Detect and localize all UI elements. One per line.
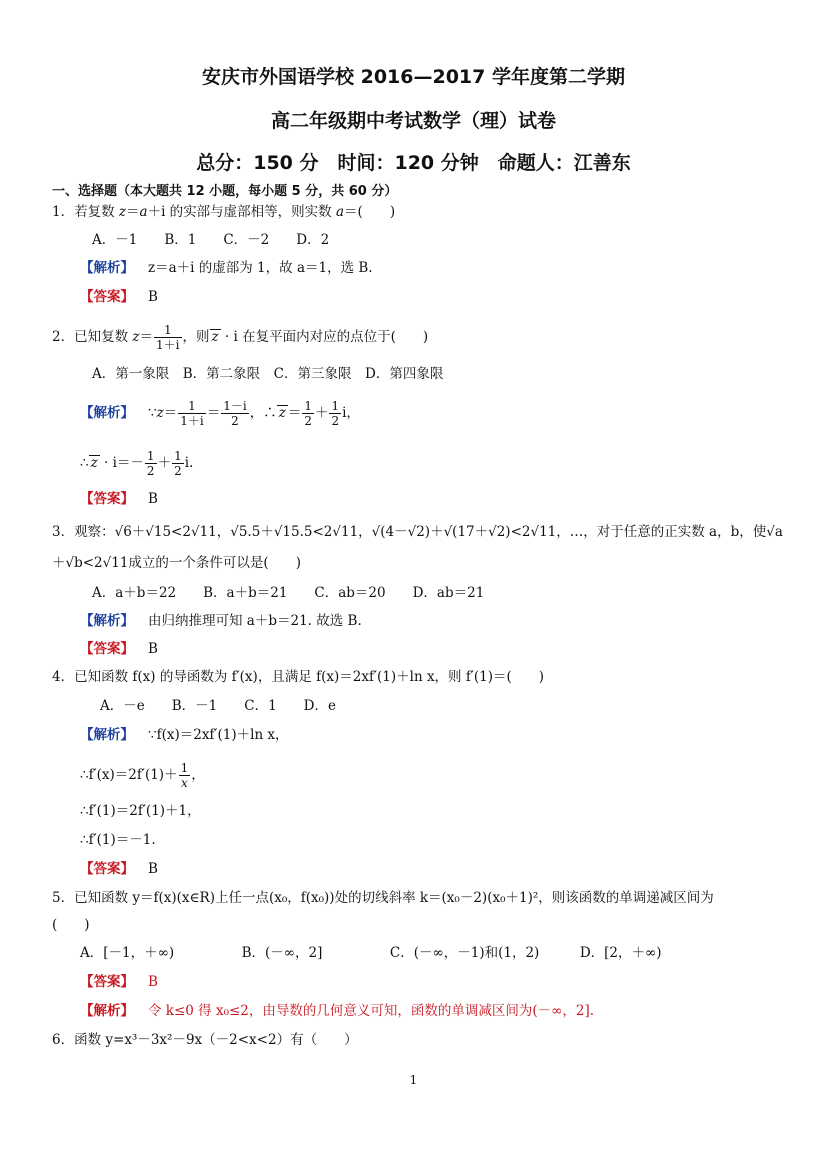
q5-analysis: 【解析】 令 k≤0 得 x₀≤2，由导数的几何意义可知，函数的单调减区间为(－∞，2].: [80, 1003, 595, 1019]
q2-analysis: 【解析】 ∵z＝ $\frac{1}{1+i}$ ＝ $\frac{1-i}{2}$ ，∴ z ＝ $\frac{1}{2}$ ＋ $\frac{1}{2}$ i，: [80, 399, 360, 428]
q5-options: A．[－1，＋∞) B．(－∞，2] C．(－∞，－1)和(1，2) D．[2，＋∞): [80, 945, 662, 961]
exam-title-subject: 高二年级期中考试数学（理）试卷: [270, 110, 556, 132]
q1-stem: 1．若复数 z＝a＋i 的实部与虚部相等，则实数 a＝( ): [52, 204, 396, 220]
q4-options: A．－e B．－1 C．1 D．e: [100, 698, 336, 714]
q3-stem-line2: ＋√b<2√11成立的一个条件可以是( ): [52, 555, 301, 571]
q3-analysis: 【解析】 由归纳推理可知 a＋b＝21. 故选 B.: [80, 613, 362, 629]
q4-step3: ∴f′(1)＝－1.: [80, 832, 156, 848]
q4-analysis: 【解析】 ∵f(x)＝2xf′(1)＋ln x，: [80, 727, 289, 743]
q4-answer: 【答案】 B: [80, 861, 158, 877]
q3-options: A．a＋b＝22 B．a＋b＝21 C．ab＝20 D．ab＝21: [92, 585, 485, 601]
page-number: 1: [409, 1073, 418, 1087]
q3-answer: 【答案】 B: [80, 641, 158, 657]
q2-answer: 【答案】 B: [80, 491, 158, 507]
exam-title-meta: 总分：150 分 时间：120 分钟 命题人：江善东: [196, 152, 631, 174]
q3-stem-line1: 3．观察：√6＋√15<2√11，√5.5＋√15.5<2√11，√(4－√2)＋√(17＋√2)<2√11，…，对于任意的正实数 a，b，使√a: [52, 524, 783, 540]
q2-analysis-line2: ∴ z · i＝－ $\frac{1}{2}$ ＋ $\frac{1}{2}$ i.: [80, 449, 194, 478]
q4-stem: 4．已知函数 f(x) 的导函数为 f′(x)，且满足 f(x)＝2xf′(1)＋ln x，则 f′(1)＝( ): [52, 669, 545, 685]
q2-stem: 2．已知复数 z＝ $\frac{1}{1+i}$ ，则 z · i 在复平面内对应的点位于( ): [52, 323, 429, 352]
exam-title-school: 安庆市外国语学校 2016—2017 学年度第二学期: [202, 66, 625, 88]
q2-options: A．第一象限 B．第二象限 C．第三象限 D．第四象限: [92, 366, 444, 382]
q1-analysis: 【解析】 z＝a＋i 的虚部为 1，故 a＝1，选 B.: [80, 260, 373, 276]
q4-step1: ∴f′(x)＝2f′(1)＋ $\frac{1}{x}$ ，: [80, 761, 205, 790]
q1-options: A．－1 B．1 C．－2 D．2: [92, 232, 330, 248]
q6-stem: 6．函数 y=x³－3x²－9x（－2<x<2）有（ ）: [52, 1032, 358, 1048]
section-heading: 一、选择题（本大题共 12 小题，每小题 5 分，共 60 分）: [52, 184, 398, 199]
q5-answer: 【答案】 B: [80, 974, 158, 990]
q5-stem-line2: ( ): [52, 917, 90, 933]
q5-stem-line1: 5．已知函数 y＝f(x)(x∈R)上任一点(x₀，f(x₀))处的切线斜率 k＝(x₀－2)(x₀＋1)²，则该函数的单调递减区间为: [52, 890, 714, 906]
q4-step2: ∴f′(1)＝2f′(1)＋1，: [80, 803, 201, 819]
answer-label: 【答案】: [80, 289, 134, 305]
q1-answer: 【答案】 B: [80, 289, 158, 305]
analysis-label: 【解析】: [80, 260, 134, 276]
